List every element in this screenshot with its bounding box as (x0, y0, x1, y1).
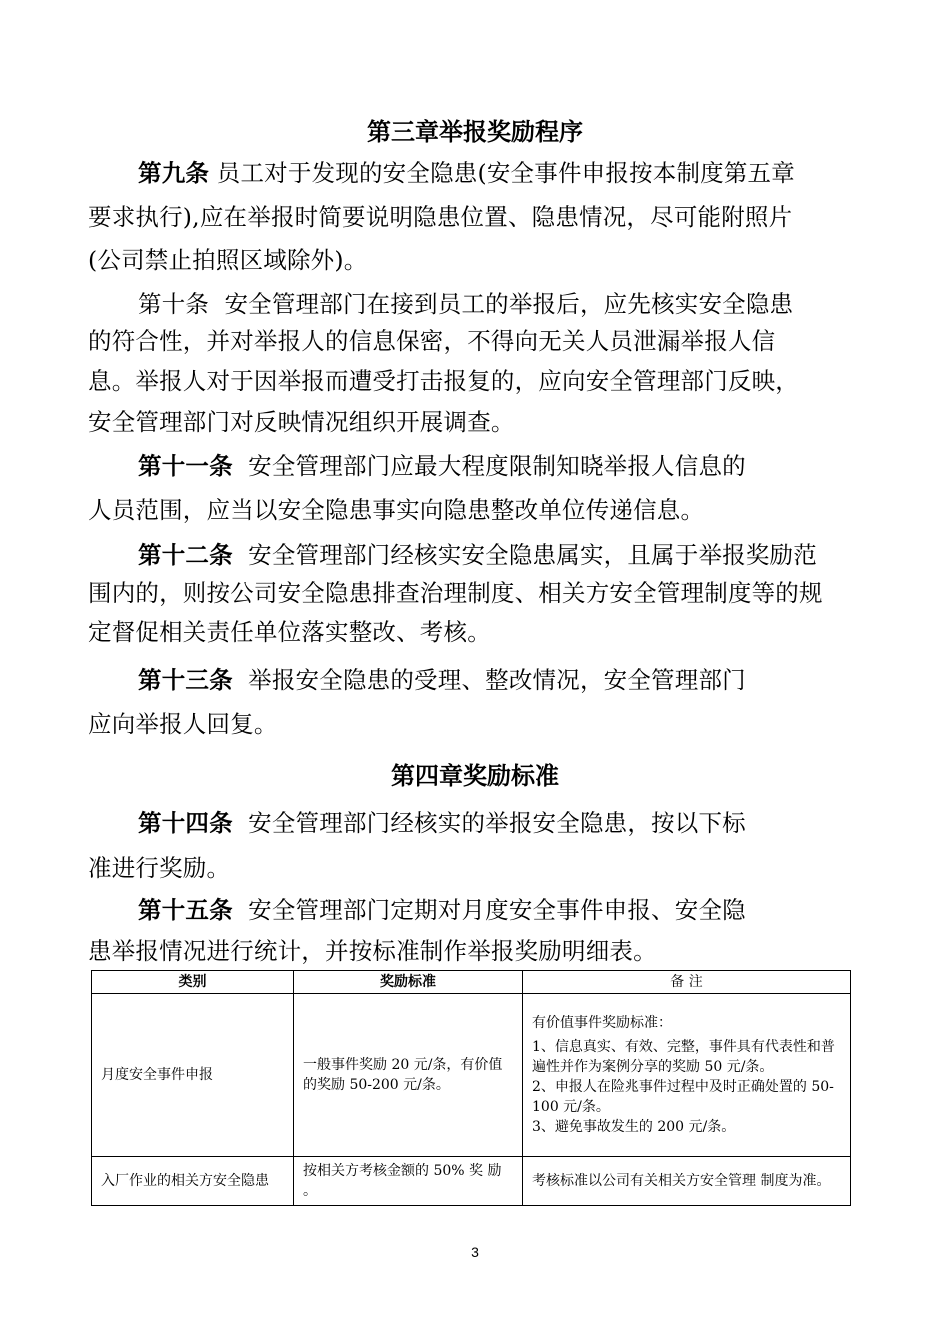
cell-standard: 一般事件奖励 20 元/条，有价值的奖励 50-200 元/条。 (294, 994, 523, 1157)
page-number: 3 (471, 1244, 479, 1260)
article-11-line-2: 人员范围，应当以安全隐患事实向隐患整改单位传递信息。 (88, 496, 705, 524)
article-10-line-4: 安全管理部门对反映情况组织开展调查。 (88, 408, 515, 436)
article-10-line-3: 息。举报人对于因举报而遭受打击报复的，应向安全管理部门反映， (88, 367, 799, 395)
cell-notes (523, 994, 851, 1157)
cell-category: 月度安全事件申报 (92, 994, 294, 1157)
table-row (92, 1157, 851, 1206)
note-line: 3、避免事故发生的 200 元/条。 (532, 1119, 736, 1135)
article-15-line-1: 第十五条 安全管理部门定期对月度安全事件申报、安全隐 (138, 896, 746, 924)
article-12-line-2: 围内的，则按公司安全隐患排查治理制度、相关方安全管理制度等的规 (88, 579, 823, 607)
article-9-line-2: 要求执行),应在举报时简要说明隐患位置、隐患情况，尽可能附照片 (88, 203, 793, 231)
article-15-label: 第十五条 (138, 896, 233, 924)
article-13-label: 第十三条 (138, 666, 233, 694)
chapter-3-title: 第三章举报奖励程序 (367, 118, 583, 146)
article-14-line-1: 第十四条 安全管理部门经核实的举报安全隐患，按以下标 (138, 809, 746, 837)
article-10-label: 第十条 (138, 290, 210, 318)
article-14-line-2: 准进行奖励。 (88, 854, 231, 882)
chapter-4-title: 第四章奖励标准 (391, 762, 559, 790)
note-line: 1、信息真实、有效、完整，事件具有代表性和普遍性并作为案例分享的奖励 50 元/条。 (532, 1039, 835, 1075)
table-row (92, 994, 851, 1157)
cell-category: 入厂作业的相关方安全隐患 (92, 1157, 294, 1206)
article-13-line-2: 应向举报人回复。 (88, 710, 278, 738)
article-12-line-3: 定督促相关责任单位落实整改、考核。 (88, 618, 491, 646)
reward-standard-table (91, 970, 851, 1206)
article-11-line-1: 第十一条 安全管理部门应最大程度限制知晓举报人信息的 (138, 452, 746, 480)
cell-notes: 考核标准以公司有关相关方安全管理 制度为准。 (523, 1157, 851, 1206)
article-10-line-2: 的符合性，并对举报人的信息保密，不得向无关人员泄漏举报人信 (88, 327, 776, 355)
table-header-row (92, 971, 851, 994)
article-9-line-1: 第九条 员工对于发现的安全隐患(安全事件申报按本制度第五章 (138, 159, 795, 187)
article-9-line-3: (公司禁止拍照区域除外)。 (88, 246, 368, 274)
header-standard: 奖励标准 (294, 971, 523, 994)
article-11-label: 第十一条 (138, 452, 233, 480)
header-category: 类别 (92, 971, 294, 994)
header-notes: 备 注 (523, 971, 851, 994)
article-10-line-1: 第十条 安全管理部门在接到员工的举报后，应先核实安全隐患 (138, 290, 794, 318)
article-9-label: 第九条 (138, 159, 210, 187)
article-12-line-1: 第十二条 安全管理部门经核实安全隐患属实，且属于举报奖励范 (138, 541, 817, 569)
cell-standard: 按相关方考核金额的 50% 奖 励 。 (294, 1157, 523, 1206)
article-15-line-2: 患举报情况进行统计，并按标准制作举报奖励明细表。 (88, 937, 657, 965)
article-14-label: 第十四条 (138, 809, 233, 837)
article-12-label: 第十二条 (138, 541, 233, 569)
note-line: 2、申报人在险兆事件过程中及时正确处置的 50-100 元/条。 (532, 1079, 834, 1115)
note-line: 有价值事件奖励标准： (532, 1015, 672, 1031)
article-13-line-1: 第十三条 举报安全隐患的受理、整改情况，安全管理部门 (138, 666, 746, 694)
